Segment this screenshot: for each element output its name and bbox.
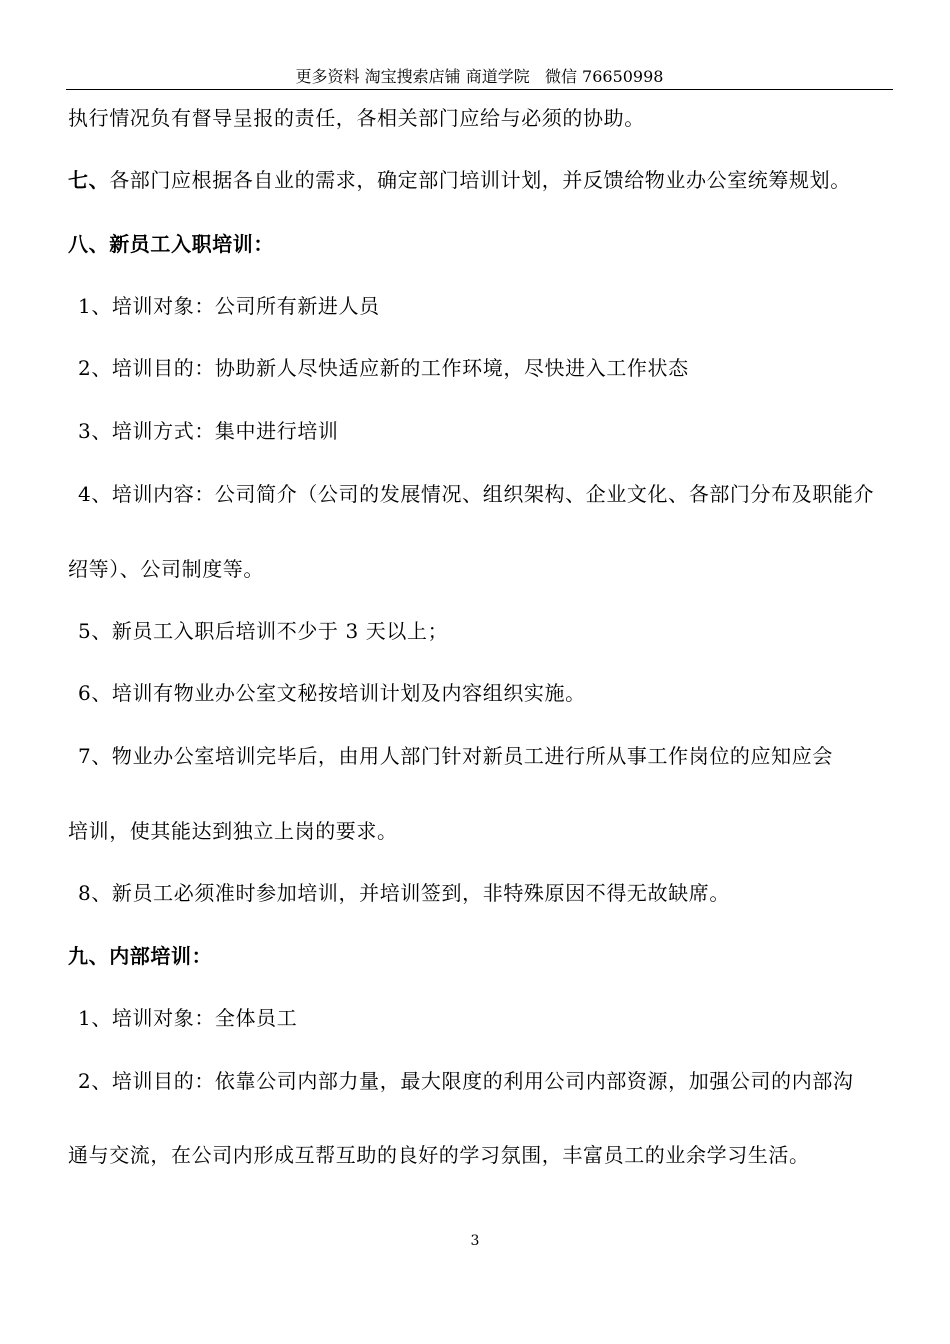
list-item: 1、培训对象：全体员工 <box>78 1006 298 1030</box>
paragraph-seven <box>68 166 851 194</box>
list-item: 5、新员工入职后培训不少于 3 天以上； <box>78 619 449 643</box>
list-item-continuation: 培训，使其能达到独立上岗的要求。 <box>68 819 398 843</box>
section-nine-heading: 九、内部培训： <box>68 944 213 968</box>
list-item: 7、物业办公室培训完毕后，由用人部门针对新员工进行所从事工作岗位的应知应会 <box>78 744 833 768</box>
section-eight-heading: 八、新员工入职培训： <box>68 232 274 256</box>
list-item: 8、新员工必须准时参加培训，并培训签到，非特殊原因不得无故缺席。 <box>78 881 730 905</box>
header-divider <box>66 89 893 90</box>
list-item: 4、培训内容：公司简介（公司的发展情况、组织架构、企业文化、各部门分布及职能介 <box>78 482 875 506</box>
list-item: 2、培训目的：协助新人尽快适应新的工作环境，尽快进入工作状态 <box>78 356 689 380</box>
list-item: 6、培训有物业办公室文秘按培训计划及内容组织实施。 <box>78 681 586 705</box>
page-header: 更多资料 淘宝搜索店铺 商道学院 微信 76650998 <box>295 67 664 86</box>
section-seven-text: 各部门应根据各自业的需求，确定部门培训计划，并反馈给物业办公室统筹规划。 <box>109 168 851 192</box>
section-seven-label: 七、 <box>68 168 110 192</box>
list-item-continuation: 通与交流，在公司内形成互帮互助的良好的学习氛围，丰富员工的业余学习生活。 <box>68 1143 810 1167</box>
list-item: 2、培训目的：依靠公司内部力量，最大限度的利用公司内部资源，加强公司的内部沟 <box>78 1069 854 1093</box>
paragraph-continuation: 执行情况负有督导呈报的责任，各相关部门应给与必须的协助。 <box>68 106 645 130</box>
page-number: 3 <box>470 1233 480 1249</box>
list-item-continuation: 绍等）、公司制度等。 <box>68 557 264 581</box>
list-item: 3、培训方式：集中进行培训 <box>78 419 339 443</box>
list-item: 1、培训对象：公司所有新进人员 <box>78 294 380 318</box>
